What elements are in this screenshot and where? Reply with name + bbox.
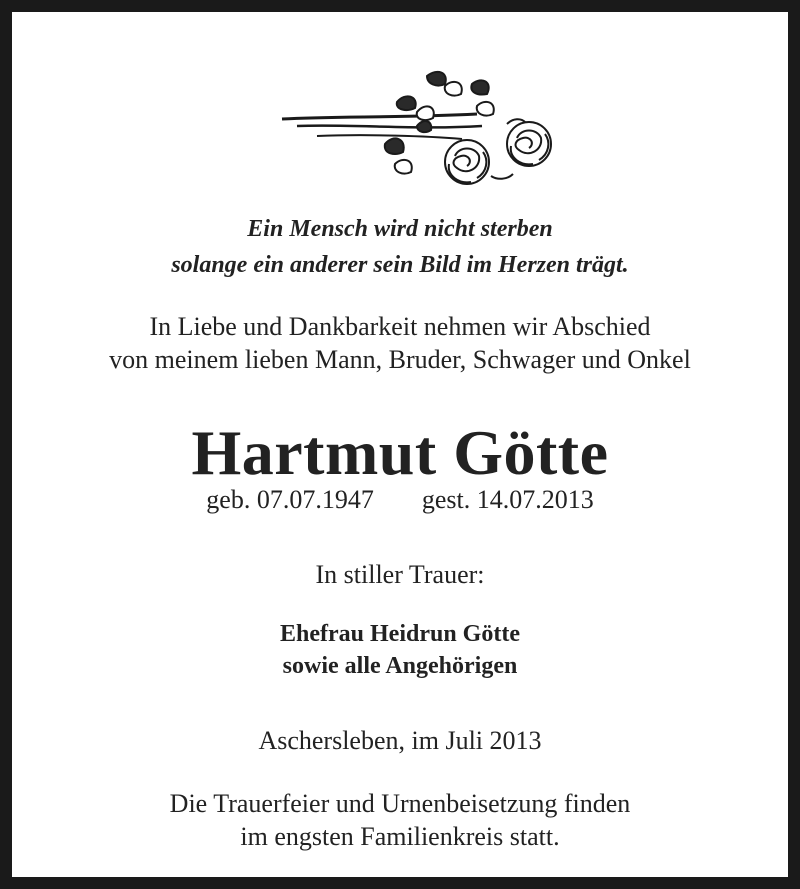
birth-date: geb. 07.07.1947: [206, 485, 374, 514]
mourner-line-2: sowie alle Angehörigen: [282, 653, 518, 679]
funeral-line-2: im engsten Familienkreis statt.: [240, 822, 560, 851]
death-date: gest. 14.07.2013: [421, 485, 594, 514]
quote-line-2: solange ein anderer sein Bild im Herzen trägt.: [171, 252, 629, 278]
deceased-name: Hartmut Götte: [191, 417, 609, 488]
mourner-line-1: Ehefrau Heidrun Götte: [280, 621, 520, 647]
intro-line-1: In Liebe und Dankbarkeit nehmen wir Abschied: [149, 312, 651, 341]
mourning-heading: In stiller Trauer:: [315, 560, 485, 589]
life-dates: [12, 485, 788, 515]
place-date: Aschersleben, im Juli 2013: [258, 726, 542, 755]
quote-line-1: Ein Mensch wird nicht sterben: [247, 216, 553, 242]
funeral-line-1: Die Trauerfeier und Urnenbeisetzung finden: [169, 789, 631, 818]
roses-icon: [277, 64, 562, 189]
intro-line-2: von meinem lieben Mann, Bruder, Schwager und Onkel: [109, 345, 691, 374]
